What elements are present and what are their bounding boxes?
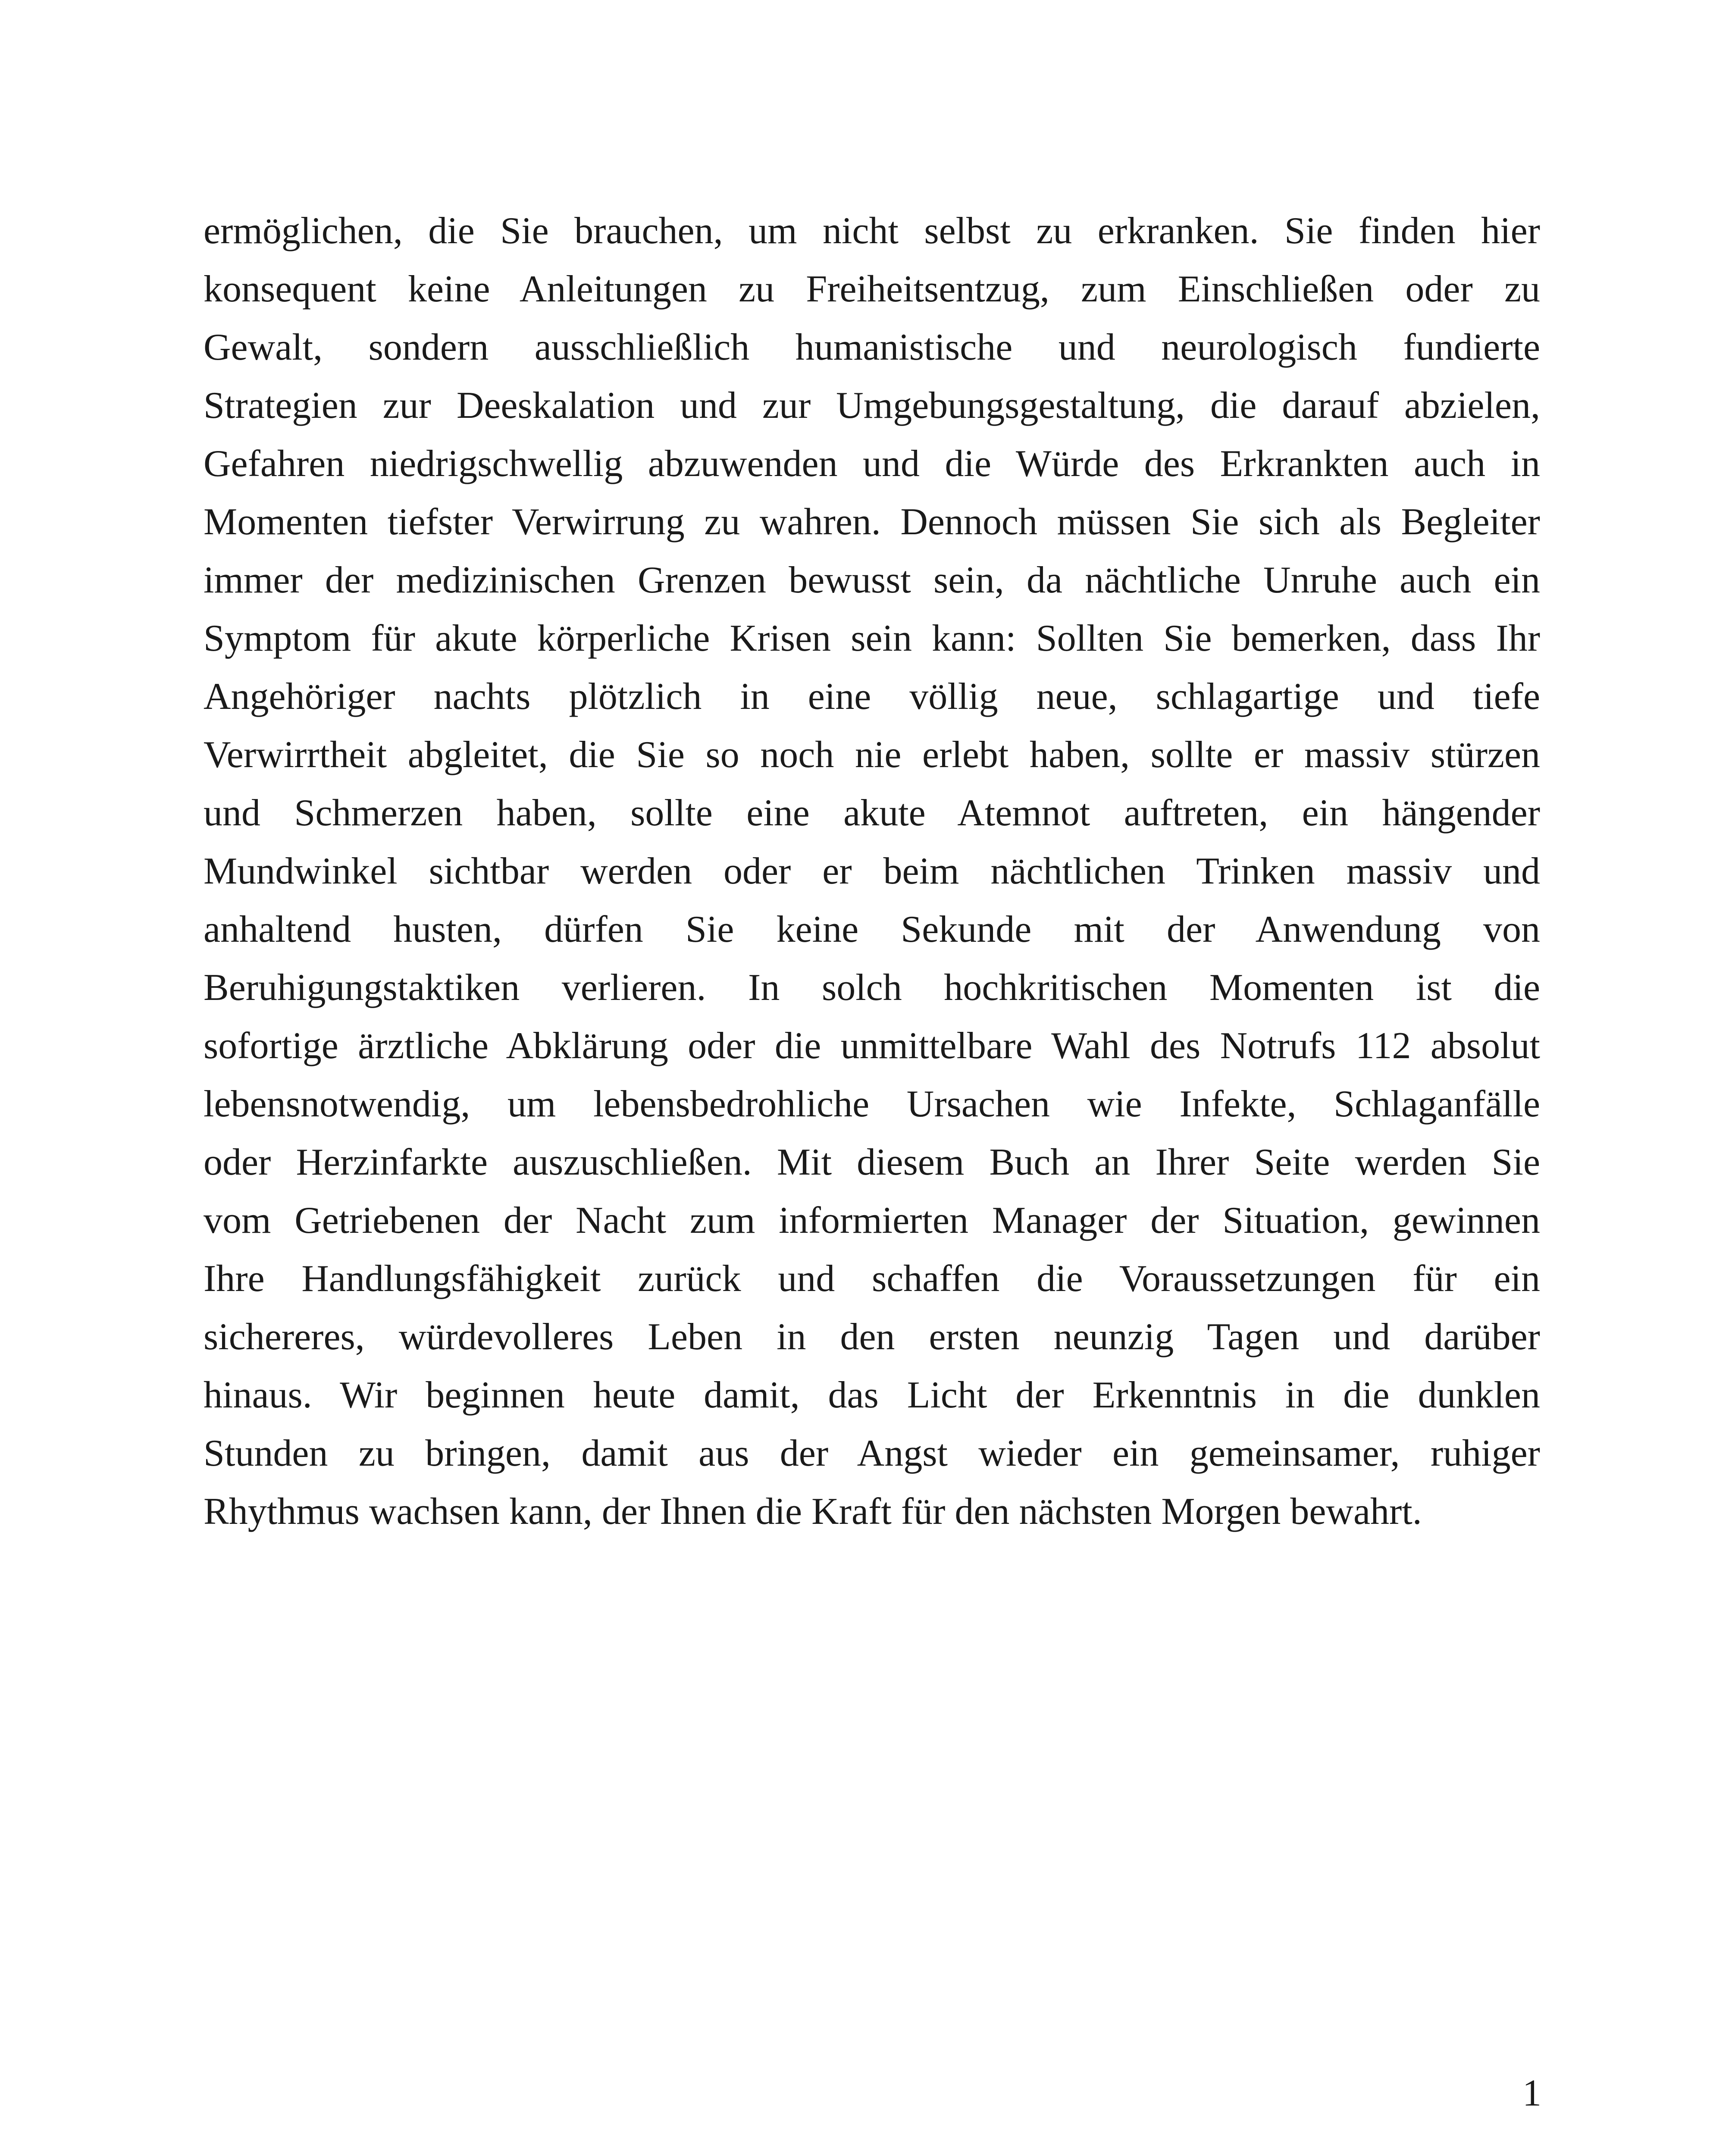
text-line: sofortige ärztliche Abklärung oder die unmittelbare Wahl des Notrufs 112 absolut: [204, 1025, 1540, 1067]
text-line: immer der medizinischen Grenzen bewusst sein, da nächtliche Unruhe auch ein: [204, 559, 1540, 601]
text-line: Gefahren niedrigschwellig abzuwenden und die Würde des Erkrankten auch in: [204, 443, 1540, 485]
text-line: Angehöriger nachts plötzlich in eine völlig neue, schlagartige und tiefe: [204, 676, 1540, 718]
text-line: und Schmerzen haben, sollte eine akute Atemnot auftreten, ein hängender: [204, 792, 1540, 834]
text-line: hinaus. Wir beginnen heute damit, das Licht der Erkenntnis in die dunklen: [204, 1374, 1540, 1416]
text-line: lebensnotwendig, um lebensbedrohliche Ursachen wie Infekte, Schlaganfälle: [204, 1083, 1540, 1125]
text-line: Strategien zur Deeskalation und zur Umgebungsgestaltung, die darauf abzielen,: [204, 385, 1540, 426]
body-paragraph: [204, 202, 1540, 1541]
text-line: Symptom für akute körperliche Krisen sein kann: Sollten Sie bemerken, dass Ihr: [204, 617, 1540, 659]
text-line: Stunden zu bringen, damit aus der Angst wieder ein gemeinsamer, ruhiger: [204, 1432, 1540, 1474]
page-number: 1: [1522, 2072, 1541, 2114]
text-line: Beruhigungstaktiken verlieren. In solch hochkritischen Momenten ist die: [204, 967, 1540, 1009]
text-line: vom Getriebenen der Nacht zum informierten Manager der Situation, gewinnen: [204, 1200, 1540, 1241]
text-line: konsequent keine Anleitungen zu Freiheitsentzug, zum Einschließen oder zu: [204, 268, 1540, 310]
text-line: anhaltend husten, dürfen Sie keine Sekunde mit der Anwendung von: [204, 909, 1540, 950]
text-line: Mundwinkel sichtbar werden oder er beim nächtlichen Trinken massiv und: [204, 850, 1540, 892]
text-line: ermöglichen, die Sie brauchen, um nicht selbst zu erkranken. Sie finden hier: [204, 210, 1540, 252]
text-line-last: Rhythmus wachsen kann, der Ihnen die Kraft für den nächsten Morgen bewahrt.: [204, 1491, 1422, 1532]
text-line: Ihre Handlungsfähigkeit zurück und schaffen die Voraussetzungen für ein: [204, 1258, 1540, 1300]
text-line: sichereres, würdevolleres Leben in den ersten neunzig Tagen und darüber: [204, 1316, 1540, 1358]
text-line: Momenten tiefster Verwirrung zu wahren. Dennoch müssen Sie sich als Begleiter: [204, 501, 1540, 543]
text-line: oder Herzinfarkte auszuschließen. Mit diesem Buch an Ihrer Seite werden Sie: [204, 1141, 1540, 1183]
text-line: Verwirrtheit abgleitet, die Sie so noch nie erlebt haben, sollte er massiv stürzen: [204, 734, 1540, 776]
text-line: Gewalt, sondern ausschließlich humanistische und neurologisch fundierte: [204, 326, 1540, 368]
